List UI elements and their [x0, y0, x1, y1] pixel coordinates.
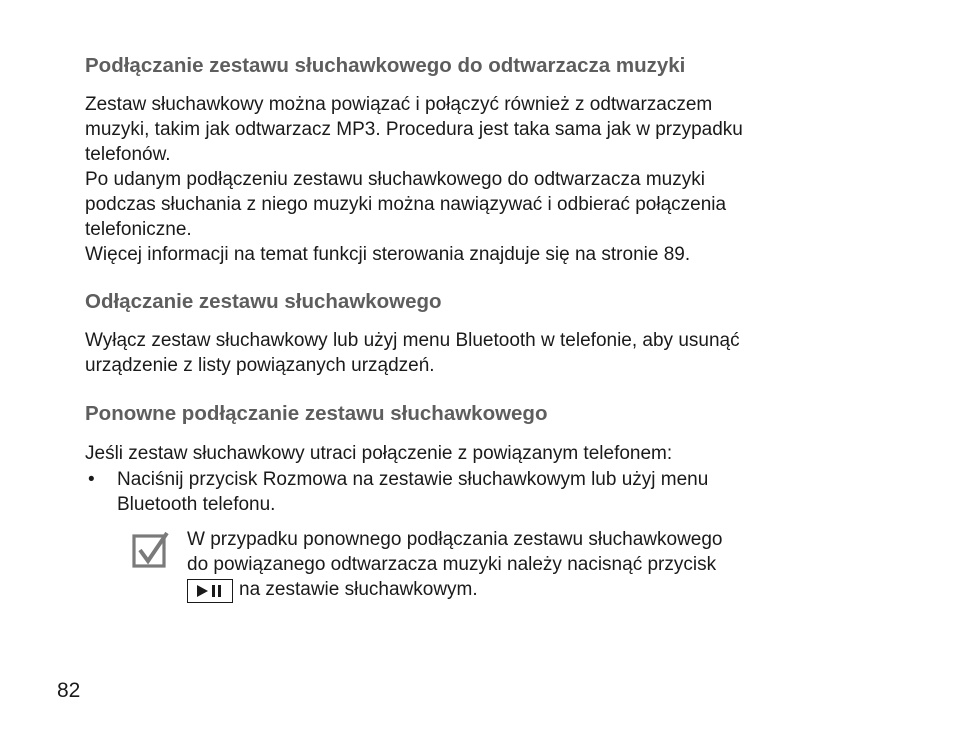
text-line: urządzenie z listy powiązanych urządzeń.	[85, 355, 435, 376]
note-after-key-text: na zestawie słuchawkowym.	[239, 579, 478, 600]
section-heading-disconnect: Odłączanie zestawu słuchawkowego	[85, 290, 442, 313]
note-text	[187, 527, 723, 603]
text-line: telefonów.	[85, 144, 171, 165]
note-text-line: do powiązanego odtwarzacza muzyki należy nacisnąć przycisk	[187, 554, 717, 575]
text-line: telefoniczne.	[85, 219, 192, 240]
text-line: podczas słuchania z niego muzyki można nawiązywać i odbierać połączenia	[85, 194, 727, 215]
text-line: Zestaw słuchawkowy można powiązać i połączyć również z odtwarzaczem	[85, 94, 713, 115]
section-heading-connect-music-player: Podłączanie zestawu słuchawkowego do odtwarzacza muzyki	[85, 54, 686, 77]
text-line: Więcej informacji na temat funkcji sterowania znajduje się na stronie 89.	[85, 244, 691, 265]
checkbox-check-icon	[131, 530, 171, 570]
section-body-connect-music-player	[85, 92, 875, 267]
bullet-mark: •	[88, 469, 95, 490]
text-line: Wyłącz zestaw słuchawkowy lub użyj menu Bluetooth w telefonie, aby usunąć	[85, 330, 740, 351]
text-line: Po udanym podłączeniu zestawu słuchawkowego do odtwarzacza muzyki	[85, 169, 705, 190]
section-body-disconnect	[85, 328, 875, 378]
page-number: 82	[57, 679, 81, 702]
text-line: Jeśli zestaw słuchawkowy utraci połączenie z powiązanym telefonem:	[85, 443, 673, 464]
bullet-text-line: Bluetooth telefonu.	[117, 494, 276, 515]
text-line: muzyki, takim jak odtwarzacz MP3. Procedura jest taka sama jak w przypadku	[85, 119, 743, 140]
section-heading-reconnect: Ponowne podłączanie zestawu słuchawkowego	[85, 402, 548, 425]
bullet-text-line: Naciśnij przycisk Rozmowa na zestawie słuchawkowym lub użyj menu	[117, 469, 709, 490]
note-text-line: W przypadku ponownego podłączania zestawu słuchawkowego	[187, 529, 723, 550]
play-pause-icon	[187, 579, 233, 603]
note-text-line-with-key	[187, 577, 723, 603]
bullet-item	[117, 467, 708, 517]
section-body-reconnect	[85, 441, 875, 466]
